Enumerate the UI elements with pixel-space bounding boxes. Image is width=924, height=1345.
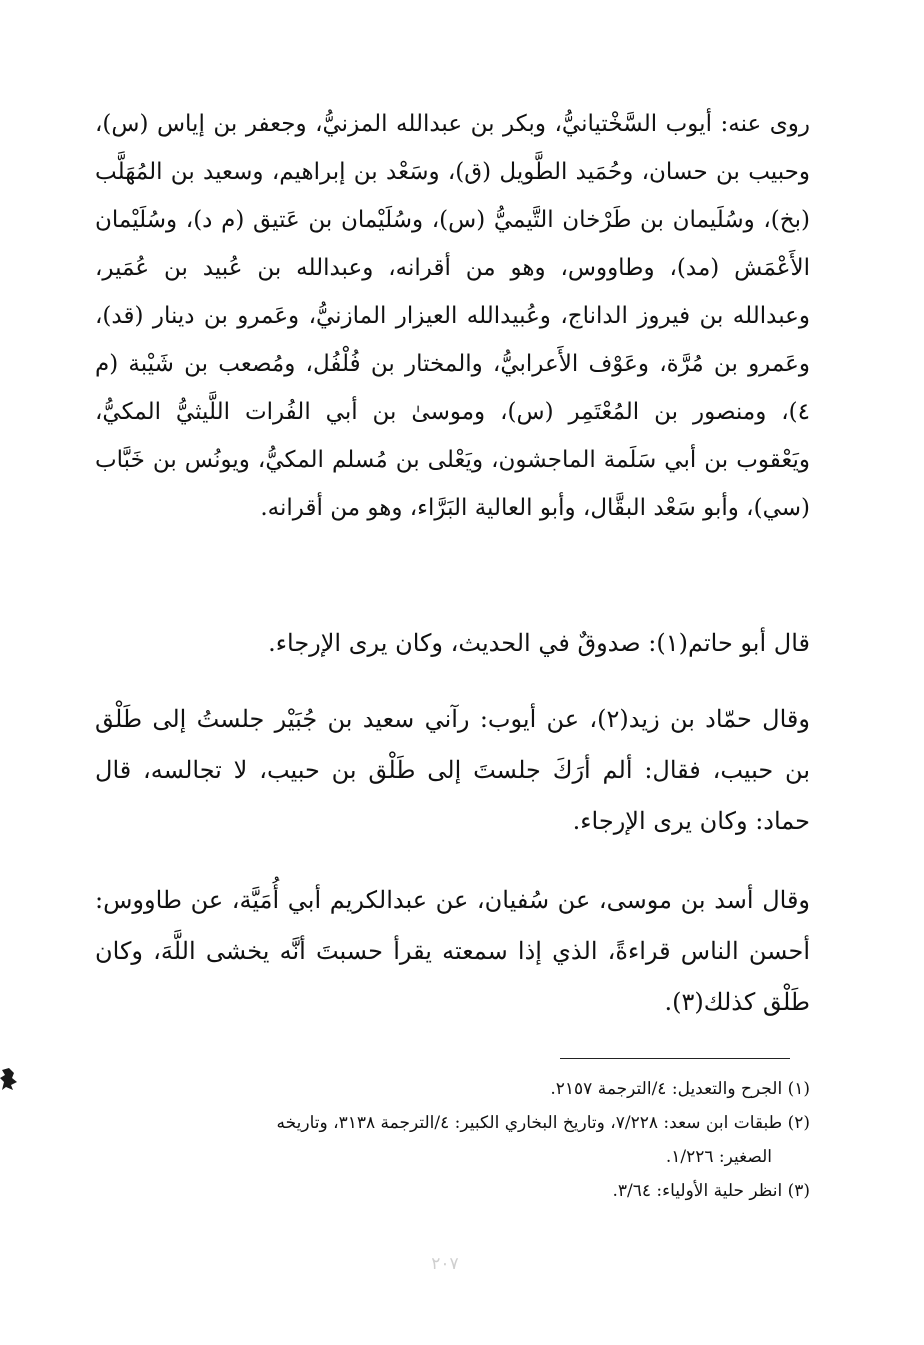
- narrators-paragraph: روى عنه: أيوب السَّخْتيانيُّ، وبكر بن عبدالله المزنيُّ، وجعفر بن إياس (س)، وحبيب بن حسان، وحُمَيد الطَّويل (ق)، وسَعْد بن إبراهيم، وسعيد بن المُهَلَّب (بخ)، وسُلَيمان بن طَرْخان التَّيميُّ (س)، وسُلَيْمان بن عَتيق (م د)، وسُلَيْمان الأَعْمَش (مد)، وطاووس، وهو من أقرانه، وعبدالله بن عُبيد بن عُمَير، وعبدالله بن فيروز الداناج، وعُبيدالله العيزار المازنيُّ، وعَمرو بن دينار (قد)، وعَمرو بن مُرَّة، وعَوْف الأَعرابيُّ، والمختار بن فُلْفُل، ومُصعب بن شَيْبة (م ٤)، ومنصور بن المُعْتَمِر (س)، وموسىٰ بن أبي الفُرات اللَّيثيُّ المكيُّ، ويَعْقوب بن أبي سَلَمة الماجشون، ويَعْلى بن مُسلم المكيُّ، ويونُس بن خَبَّاب (سي)، وأبو سَعْد البقَّال، وأبو العالية البَرَّاء، وهو من أقرانه.: [95, 111, 810, 521]
- footnote-2-continuation: الصغير: ١/٢٢٦.: [665, 1147, 772, 1167]
- footnote-2: (٢) طبقات ابن سعد: ٧/٢٢٨، وتاريخ البخاري الكبير: ٤/الترجمة ٣١٣٨، وتاريخه: [276, 1113, 810, 1133]
- footnote-1: (١) الجرح والتعديل: ٤/الترجمة ٢١٥٧.: [550, 1079, 810, 1099]
- abu-hatim-paragraph: قال أبو حاتم(١): صدوقٌ في الحديث، وكان يرى الإرجاء.: [268, 629, 810, 657]
- footnote-divider: [560, 1058, 790, 1059]
- hammad-paragraph: وقال حمّاد بن زيد(٢)، عن أيوب: رآني سعيد بن جُبَيْر جلستُ إلى طَلْق بن حبيب، فقال: ألم أرَكَ جلستَ إلى طَلْق بن حبيب، لا تجالسه، قال حماد: وكان يرى الإرجاء.: [95, 705, 810, 835]
- page-number: ٢٠٧: [431, 1254, 459, 1274]
- scan-speck-icon: [0, 1066, 18, 1092]
- asad-paragraph: وقال أسد بن موسى، عن سُفيان، عن عبدالكريم أبي أُمَيَّة، عن طاووس: أحسن الناس قراءةً، الذي إذا سمعته يقرأ حسبتَ أنَّه يخشى اللَّهَ، وكان طَلْق كذلك(٣).: [95, 886, 810, 1016]
- footnote-3: (٣) انظر حلية الأولياء: ٣/٦٤.: [612, 1181, 810, 1201]
- footnotes: [95, 1072, 810, 1208]
